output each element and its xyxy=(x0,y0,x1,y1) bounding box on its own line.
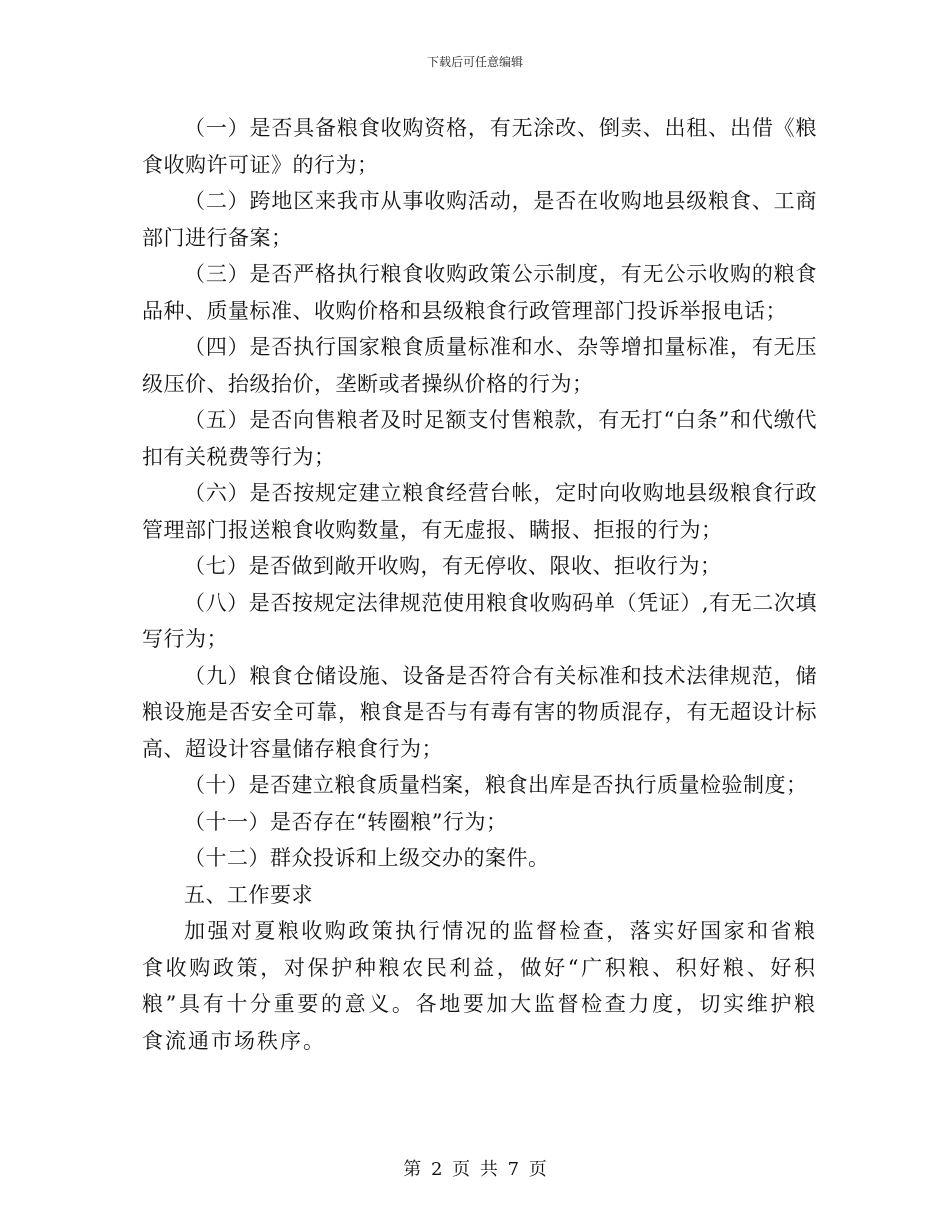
item-3: （三）是否严格执行粮食收购政策公示制度，有无公示收购的粮食品种、质量标准、收购价格和县级粮食行政管理部门投诉举报电话； xyxy=(142,262,817,323)
page-header: 下载后可任意编辑 xyxy=(426,55,523,69)
item-11: （十一）是否存在“转圈粮”行为； xyxy=(184,809,508,834)
item-10: （十）是否建立粮食质量档案，粮食出库是否执行质量检验制度； xyxy=(184,773,808,797)
item-2: （二）跨地区来我市从事收购活动，是否在收购地县级粮食、工商部门进行备案； xyxy=(142,189,817,250)
item-7: （七）是否做到敞开收购，有无停收、限收、拒收行为； xyxy=(184,554,722,578)
item-12: （十二）群众投诉和上级交办的案件。 xyxy=(184,846,550,870)
item-9: （九）粮食仓储设施、设备是否符合有关标准和技术法律规范，储粮设施是否安全可靠，粮食是否与有毒有害的物质混存，有无超设计标高、超设计容量储存粮食行为； xyxy=(142,663,817,761)
item-8: （八）是否按规定法律规范使用粮食收购码单（凭证）,有无二次填写行为； xyxy=(142,590,817,651)
item-4: （四）是否执行国家粮食质量标准和水、杂等增扣量标准，有无压级压价、抬级抬价，垄断或者操纵价格的行为； xyxy=(142,335,817,396)
document-body xyxy=(142,110,817,1059)
item-5: （五）是否向售粮者及时足额支付售粮款，有无打“白条”和代缴代扣有关税费等行为； xyxy=(142,408,817,469)
item-6: （六）是否按规定建立粮食经营台帐，定时向收购地县级粮食行政管理部门报送粮食收购数量，有无虚报、瞒报、拒报的行为； xyxy=(142,481,817,542)
closing-paragraph: 加强对夏粮收购政策执行情况的监督检查，落实好国家和省粮食收购政策，对保护种粮农民利益，做好“广积粮、积好粮、好积粮”具有十分重要的意义。各地要加大监督检查力度，切实维护粮食流通市场秩序。 xyxy=(142,919,817,1053)
page-number: 第 2 页 共 7 页 xyxy=(403,1159,547,1180)
section-heading: 五、工作要求 xyxy=(184,882,313,907)
item-1: （一）是否具备粮食收购资格，有无涂改、倒卖、出租、出借《粮食收购许可证》的行为； xyxy=(142,116,817,177)
